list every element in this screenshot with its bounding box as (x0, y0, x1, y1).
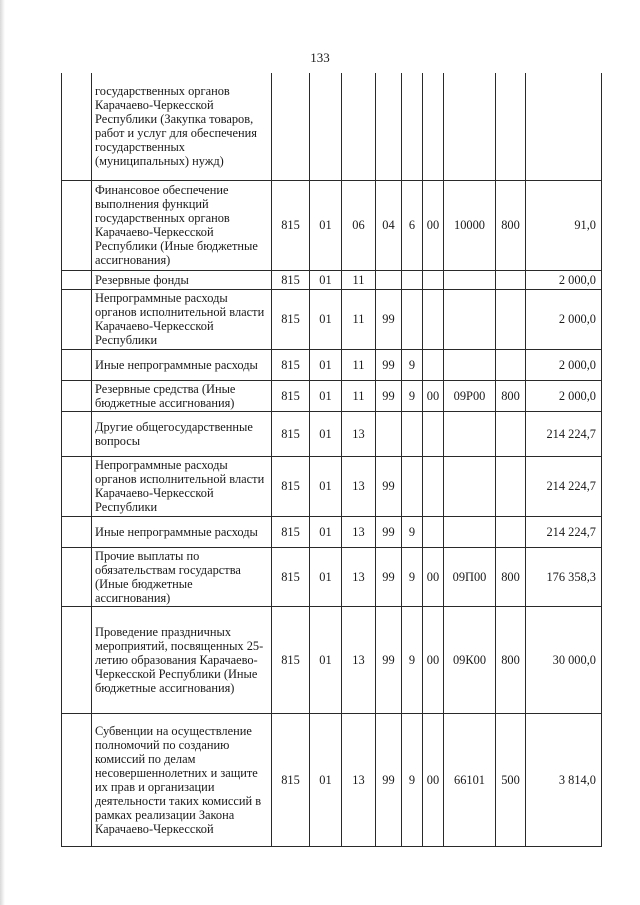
row-code-c8-cell (496, 270, 526, 289)
row-code-c8-cell: 800 (496, 547, 526, 606)
row-code-c1-cell: 815 (272, 606, 310, 713)
row-code-c4-cell: 04 (376, 180, 402, 270)
row-code-c3-cell: 11 (342, 380, 376, 411)
row-code-c7-cell (444, 73, 496, 180)
row-code-c6-cell (423, 411, 444, 456)
row-code-c8-cell: 800 (496, 380, 526, 411)
row-code-c4-cell: 99 (376, 606, 402, 713)
row-index-cell (62, 516, 92, 547)
budget-table (61, 73, 602, 847)
row-code-c1-cell (272, 73, 310, 180)
row-name-cell: Проведение праздничных мероприятий, посвященных 25-летию образования Карачаево-Черкесской Республики (Иные бюджетные ассигнования) (92, 606, 272, 713)
row-amount-cell: 214 224,7 (526, 456, 602, 516)
row-code-c6-cell (423, 349, 444, 380)
row-code-c2-cell: 01 (310, 270, 342, 289)
row-code-c2-cell: 01 (310, 411, 342, 456)
row-index-cell (62, 606, 92, 713)
row-code-c6-cell: 00 (423, 380, 444, 411)
row-code-c8-cell (496, 349, 526, 380)
row-code-c1-cell: 815 (272, 180, 310, 270)
row-code-c6-cell (423, 73, 444, 180)
row-name-cell: Иные непрограммные расходы (92, 349, 272, 380)
row-code-c1-cell: 815 (272, 547, 310, 606)
row-index-cell (62, 73, 92, 180)
table-row (62, 456, 602, 516)
row-code-c1-cell: 815 (272, 516, 310, 547)
row-code-c4-cell: 99 (376, 289, 402, 349)
row-code-c2-cell: 01 (310, 349, 342, 380)
row-name-cell: Финансовое обеспечение выполнения функций государственных органов Карачаево-Черкесской Республики (Иные бюджетные ассигнования) (92, 180, 272, 270)
row-code-c2-cell: 01 (310, 516, 342, 547)
row-code-c4-cell: 99 (376, 380, 402, 411)
row-name-cell: государственных органов Карачаево-Черкесской Республики (Закупка товаров, работ и услуг для обеспечения государственных (муниципальных) нужд) (92, 73, 272, 180)
row-name-cell: Резервные средства (Иные бюджетные ассигнования) (92, 380, 272, 411)
row-code-c2-cell: 01 (310, 606, 342, 713)
row-code-c3-cell: 11 (342, 349, 376, 380)
row-code-c1-cell: 815 (272, 411, 310, 456)
row-code-c6-cell (423, 516, 444, 547)
table-row (62, 516, 602, 547)
row-code-c6-cell: 00 (423, 547, 444, 606)
table-row (62, 411, 602, 456)
row-code-c5-cell: 9 (402, 606, 423, 713)
row-code-c3-cell (342, 73, 376, 180)
row-amount-cell (526, 73, 602, 180)
row-code-c5-cell (402, 289, 423, 349)
row-code-c7-cell (444, 411, 496, 456)
row-name-cell: Резервные фонды (92, 270, 272, 289)
row-index-cell (62, 270, 92, 289)
row-code-c6-cell (423, 289, 444, 349)
row-code-c7-cell (444, 456, 496, 516)
row-code-c5-cell: 6 (402, 180, 423, 270)
table-row (62, 270, 602, 289)
row-code-c8-cell: 800 (496, 180, 526, 270)
row-amount-cell: 91,0 (526, 180, 602, 270)
row-code-c6-cell: 00 (423, 606, 444, 713)
row-code-c3-cell: 13 (342, 606, 376, 713)
row-code-c3-cell: 13 (342, 456, 376, 516)
row-code-c2-cell: 01 (310, 380, 342, 411)
row-code-c7-cell: 66101 (444, 713, 496, 846)
row-amount-cell: 2 000,0 (526, 349, 602, 380)
row-code-c6-cell: 00 (423, 713, 444, 846)
row-name-cell: Субвенции на осуществление полномочий по созданию комиссий по делам несовершеннолетних и защите их прав и организации деятельности таких комиссий в рамках реализации Закона Карачаево-Черкесской (92, 713, 272, 846)
row-code-c5-cell: 9 (402, 516, 423, 547)
row-code-c7-cell (444, 270, 496, 289)
row-code-c2-cell (310, 73, 342, 180)
row-amount-cell: 2 000,0 (526, 270, 602, 289)
row-code-c3-cell: 11 (342, 289, 376, 349)
row-code-c2-cell: 01 (310, 289, 342, 349)
row-code-c4-cell: 99 (376, 547, 402, 606)
row-code-c3-cell: 13 (342, 547, 376, 606)
table-row (62, 713, 602, 846)
table-row (62, 380, 602, 411)
row-code-c8-cell (496, 516, 526, 547)
row-code-c5-cell (402, 411, 423, 456)
row-code-c3-cell: 13 (342, 411, 376, 456)
row-index-cell (62, 380, 92, 411)
row-code-c7-cell: 09Р00 (444, 380, 496, 411)
row-amount-cell: 2 000,0 (526, 289, 602, 349)
row-code-c7-cell: 09П00 (444, 547, 496, 606)
row-code-c3-cell: 13 (342, 516, 376, 547)
row-index-cell (62, 713, 92, 846)
row-code-c8-cell (496, 456, 526, 516)
row-index-cell (62, 547, 92, 606)
row-code-c2-cell: 01 (310, 180, 342, 270)
row-code-c4-cell: 99 (376, 713, 402, 846)
row-code-c3-cell: 13 (342, 713, 376, 846)
row-index-cell (62, 411, 92, 456)
row-code-c4-cell (376, 270, 402, 289)
row-amount-cell: 2 000,0 (526, 380, 602, 411)
row-code-c4-cell: 99 (376, 456, 402, 516)
row-code-c8-cell (496, 73, 526, 180)
scan-edge-shadow (0, 0, 5, 905)
row-code-c5-cell (402, 73, 423, 180)
row-code-c2-cell: 01 (310, 456, 342, 516)
row-code-c5-cell: 9 (402, 380, 423, 411)
row-name-cell: Иные непрограммные расходы (92, 516, 272, 547)
row-code-c5-cell: 9 (402, 713, 423, 846)
row-code-c8-cell (496, 289, 526, 349)
row-code-c5-cell (402, 456, 423, 516)
row-index-cell (62, 456, 92, 516)
row-code-c1-cell: 815 (272, 349, 310, 380)
row-code-c5-cell (402, 270, 423, 289)
row-name-cell: Другие общегосударственные вопросы (92, 411, 272, 456)
row-code-c1-cell: 815 (272, 270, 310, 289)
row-code-c6-cell (423, 456, 444, 516)
row-code-c1-cell: 815 (272, 380, 310, 411)
row-code-c4-cell (376, 73, 402, 180)
row-code-c1-cell: 815 (272, 713, 310, 846)
row-amount-cell: 3 814,0 (526, 713, 602, 846)
row-code-c5-cell: 9 (402, 547, 423, 606)
row-code-c4-cell: 99 (376, 516, 402, 547)
row-code-c6-cell (423, 270, 444, 289)
row-index-cell (62, 349, 92, 380)
row-amount-cell: 30 000,0 (526, 606, 602, 713)
row-index-cell (62, 180, 92, 270)
table-row (62, 547, 602, 606)
row-code-c2-cell: 01 (310, 713, 342, 846)
table-row (62, 289, 602, 349)
row-name-cell: Непрограммные расходы органов исполнительной власти Карачаево-Черкесской Республики (92, 289, 272, 349)
table-row (62, 180, 602, 270)
row-code-c7-cell (444, 349, 496, 380)
row-code-c7-cell (444, 516, 496, 547)
row-code-c7-cell: 10000 (444, 180, 496, 270)
row-index-cell (62, 289, 92, 349)
row-code-c7-cell (444, 289, 496, 349)
row-code-c8-cell: 800 (496, 606, 526, 713)
row-code-c2-cell: 01 (310, 547, 342, 606)
row-name-cell: Непрограммные расходы органов исполнительной власти Карачаево-Черкесской Республики (92, 456, 272, 516)
row-code-c8-cell: 500 (496, 713, 526, 846)
row-code-c3-cell: 11 (342, 270, 376, 289)
page-number: 133 (310, 50, 330, 65)
row-code-c6-cell: 00 (423, 180, 444, 270)
row-amount-cell: 214 224,7 (526, 411, 602, 456)
row-amount-cell: 214 224,7 (526, 516, 602, 547)
row-code-c8-cell (496, 411, 526, 456)
row-code-c5-cell: 9 (402, 349, 423, 380)
row-code-c1-cell: 815 (272, 456, 310, 516)
table-row (62, 73, 602, 180)
table-row (62, 606, 602, 713)
row-code-c1-cell: 815 (272, 289, 310, 349)
row-code-c4-cell (376, 411, 402, 456)
row-name-cell: Прочие выплаты по обязательствам государства (Иные бюджетные ассигнования) (92, 547, 272, 606)
row-code-c4-cell: 99 (376, 349, 402, 380)
table-row (62, 349, 602, 380)
row-amount-cell: 176 358,3 (526, 547, 602, 606)
row-code-c7-cell: 09К00 (444, 606, 496, 713)
row-code-c3-cell: 06 (342, 180, 376, 270)
